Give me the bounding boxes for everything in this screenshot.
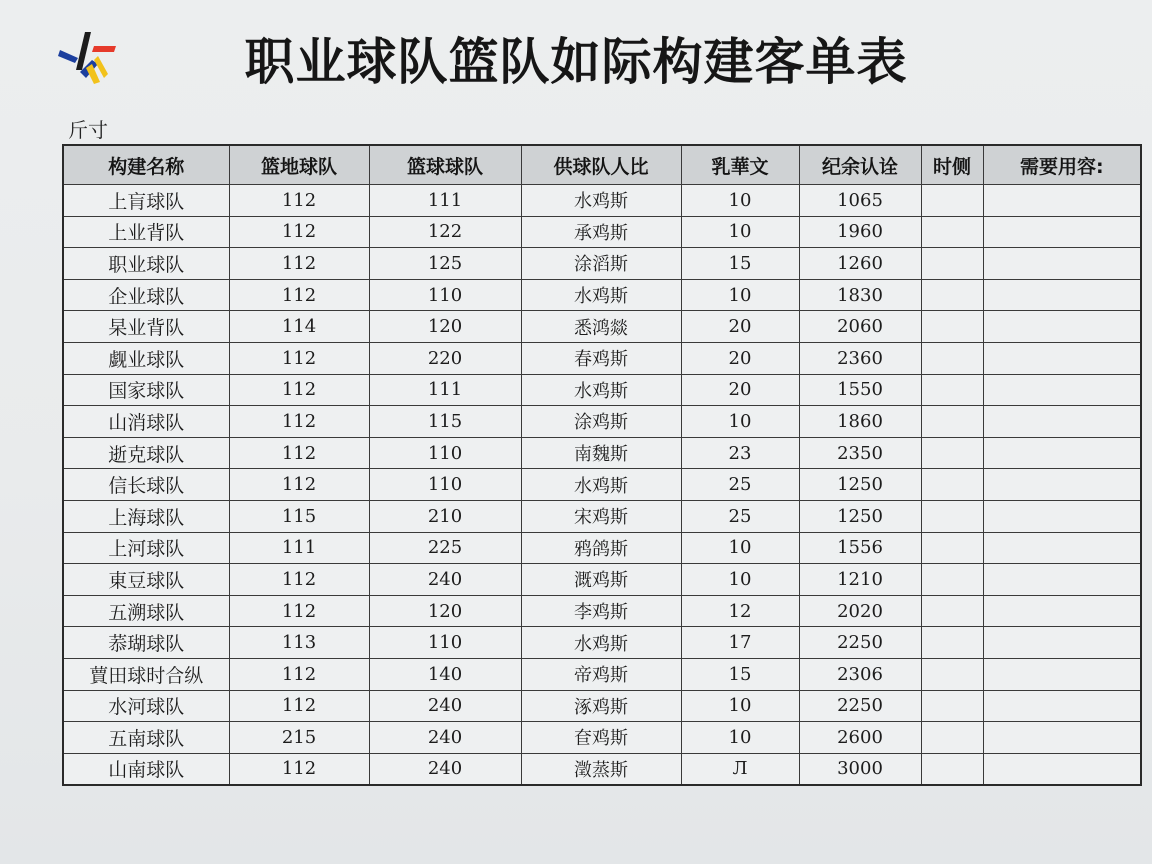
table-cell: 1260 — [799, 248, 921, 280]
team-name-cell: 企业球队 — [63, 279, 229, 311]
table-row — [63, 658, 1141, 690]
table-cell: 240 — [369, 722, 521, 754]
table-cell: 承鸡斯 — [521, 216, 681, 248]
table-cell: 涂滔斯 — [521, 248, 681, 280]
table-cell — [921, 437, 983, 469]
table-cell: 240 — [369, 753, 521, 785]
table-row — [63, 627, 1141, 659]
table-row — [63, 722, 1141, 754]
table-cell — [983, 722, 1141, 754]
table-cell: 110 — [369, 279, 521, 311]
team-name-cell: 上河球队 — [63, 532, 229, 564]
table-cell — [921, 374, 983, 406]
table-cell: 1210 — [799, 564, 921, 596]
table-cell: 1250 — [799, 500, 921, 532]
table-row — [63, 279, 1141, 311]
table-cell: 水鸡斯 — [521, 627, 681, 659]
table-cell: 112 — [229, 248, 369, 280]
table-cell: 112 — [229, 216, 369, 248]
table-cell: 3000 — [799, 753, 921, 785]
table-cell: 240 — [369, 690, 521, 722]
table-cell: 113 — [229, 627, 369, 659]
column-header: 纪余认诠 — [799, 145, 921, 185]
table-cell: 122 — [369, 216, 521, 248]
table-cell: 水鸡斯 — [521, 279, 681, 311]
table-cell — [921, 627, 983, 659]
table-cell: 112 — [229, 406, 369, 438]
table-cell: 112 — [229, 564, 369, 596]
table-cell: 水鸡斯 — [521, 469, 681, 501]
table-cell: 112 — [229, 658, 369, 690]
table-cell: 17 — [681, 627, 799, 659]
table-row — [63, 500, 1141, 532]
table-cell — [921, 311, 983, 343]
table-cell: 澂蒸斯 — [521, 753, 681, 785]
table-cell — [921, 690, 983, 722]
column-header: 乳華文 — [681, 145, 799, 185]
table-cell: 25 — [681, 469, 799, 501]
table-cell: 140 — [369, 658, 521, 690]
table-cell: 2306 — [799, 658, 921, 690]
team-name-cell: 山南球队 — [63, 753, 229, 785]
table-cell: 23 — [681, 437, 799, 469]
table-cell: 2600 — [799, 722, 921, 754]
table-cell: 20 — [681, 311, 799, 343]
table-cell: 10 — [681, 690, 799, 722]
table-cell: 115 — [229, 500, 369, 532]
table-cell: 10 — [681, 406, 799, 438]
table-cell: 涿鸡斯 — [521, 690, 681, 722]
table-cell: 240 — [369, 564, 521, 596]
column-header: 篮地球队 — [229, 145, 369, 185]
table-cell: 李鸡斯 — [521, 595, 681, 627]
table-cell: 10 — [681, 279, 799, 311]
table-cell — [983, 753, 1141, 785]
table-cell — [983, 342, 1141, 374]
table-cell: 125 — [369, 248, 521, 280]
table-row — [63, 532, 1141, 564]
table-row — [63, 595, 1141, 627]
table-cell — [921, 279, 983, 311]
table-row — [63, 437, 1141, 469]
table-cell: 20 — [681, 374, 799, 406]
team-name-cell: 逝克球队 — [63, 437, 229, 469]
table-cell: 1830 — [799, 279, 921, 311]
table-cell: 225 — [369, 532, 521, 564]
table-cell: 110 — [369, 437, 521, 469]
table-cell: 112 — [229, 437, 369, 469]
table-cell: 10 — [681, 532, 799, 564]
table-cell — [983, 374, 1141, 406]
table-cell: 112 — [229, 279, 369, 311]
team-name-cell: 五溯球队 — [63, 595, 229, 627]
table-cell — [921, 658, 983, 690]
table-cell — [921, 216, 983, 248]
table-cell: 110 — [369, 469, 521, 501]
table-cell: 2250 — [799, 690, 921, 722]
table-cell: 1250 — [799, 469, 921, 501]
table-cell — [921, 753, 983, 785]
table-cell: 15 — [681, 658, 799, 690]
table-cell: 2360 — [799, 342, 921, 374]
column-header: 需要用容: — [983, 145, 1141, 185]
table-cell: 10 — [681, 564, 799, 596]
column-header: 构建名称 — [63, 145, 229, 185]
team-name-cell: 上海球队 — [63, 500, 229, 532]
table-cell: 1960 — [799, 216, 921, 248]
team-name-cell: 五南球队 — [63, 722, 229, 754]
table-cell — [921, 500, 983, 532]
table-row — [63, 564, 1141, 596]
team-name-cell: 山消球队 — [63, 406, 229, 438]
team-name-cell: 上肓球队 — [63, 185, 229, 217]
table-cell — [983, 564, 1141, 596]
table-row — [63, 406, 1141, 438]
column-header: 时侧 — [921, 145, 983, 185]
table-cell: 溉鸡斯 — [521, 564, 681, 596]
table-cell: 2060 — [799, 311, 921, 343]
table-cell: 112 — [229, 469, 369, 501]
table-row — [63, 185, 1141, 217]
team-name-cell: 水河球队 — [63, 690, 229, 722]
table-cell: 南魏斯 — [521, 437, 681, 469]
table-cell: 春鸡斯 — [521, 342, 681, 374]
table-row — [63, 374, 1141, 406]
table-cell: 210 — [369, 500, 521, 532]
table-cell — [921, 595, 983, 627]
table-cell: 220 — [369, 342, 521, 374]
table-cell: 奆鸡斯 — [521, 722, 681, 754]
table-row — [63, 342, 1141, 374]
table-cell: 112 — [229, 374, 369, 406]
table-cell — [983, 437, 1141, 469]
table-cell — [921, 532, 983, 564]
team-name-cell: 蕒田球时合纵 — [63, 658, 229, 690]
table-cell — [921, 469, 983, 501]
table-cell: 10 — [681, 185, 799, 217]
table-cell: 112 — [229, 753, 369, 785]
column-header: 篮球球队 — [369, 145, 521, 185]
table-row — [63, 690, 1141, 722]
table-cell: 2250 — [799, 627, 921, 659]
table-row — [63, 469, 1141, 501]
table-cell: 鸦鸽斯 — [521, 532, 681, 564]
table-cell: 115 — [369, 406, 521, 438]
table-cell: 120 — [369, 595, 521, 627]
table-cell — [983, 469, 1141, 501]
table-cell: 20 — [681, 342, 799, 374]
table-cell: 宋鸡斯 — [521, 500, 681, 532]
table-cell — [921, 564, 983, 596]
table-cell: 1860 — [799, 406, 921, 438]
table-row — [63, 248, 1141, 280]
table-cell: 10 — [681, 216, 799, 248]
table-cell — [983, 279, 1141, 311]
team-name-cell: 東豆球队 — [63, 564, 229, 596]
table-cell — [983, 500, 1141, 532]
table-cell: 水鸡斯 — [521, 185, 681, 217]
table-cell — [983, 406, 1141, 438]
table-cell: 112 — [229, 690, 369, 722]
team-name-cell: 觑业球队 — [63, 342, 229, 374]
table-cell — [983, 532, 1141, 564]
page-title: 职业球队篮队如际构建客单表 — [244, 33, 908, 91]
header-row — [63, 145, 1141, 185]
table-cell — [921, 722, 983, 754]
table-cell — [983, 595, 1141, 627]
table-cell — [921, 342, 983, 374]
team-name-cell: 职业球队 — [63, 248, 229, 280]
table-cell: 112 — [229, 595, 369, 627]
table-cell — [983, 658, 1141, 690]
table-cell: 10 — [681, 722, 799, 754]
table-cell: 114 — [229, 311, 369, 343]
table-cell: 110 — [369, 627, 521, 659]
table-cell: 悉鸿燚 — [521, 311, 681, 343]
column-header: 供球队人比 — [521, 145, 681, 185]
table-row — [63, 311, 1141, 343]
table-cell — [921, 248, 983, 280]
table-cell: 112 — [229, 342, 369, 374]
table-cell — [983, 627, 1141, 659]
roster-table — [62, 144, 1142, 786]
table-cell: 25 — [681, 500, 799, 532]
table-cell: 2350 — [799, 437, 921, 469]
table-cell: 水鸡斯 — [521, 374, 681, 406]
table-cell — [983, 311, 1141, 343]
table-cell: 15 — [681, 248, 799, 280]
table-row — [63, 216, 1141, 248]
table-cell: 涂鸡斯 — [521, 406, 681, 438]
table-cell: 215 — [229, 722, 369, 754]
table-cell: 1556 — [799, 532, 921, 564]
table-cell: 111 — [229, 532, 369, 564]
table-cell: 1550 — [799, 374, 921, 406]
team-name-cell: 上业背队 — [63, 216, 229, 248]
team-name-cell: 杲业背队 — [63, 311, 229, 343]
table-cell — [921, 406, 983, 438]
table-cell — [983, 690, 1141, 722]
table-cell: 帝鸡斯 — [521, 658, 681, 690]
table-cell: 111 — [369, 185, 521, 217]
table-cell: 12 — [681, 595, 799, 627]
table-body — [63, 185, 1141, 786]
table-cell: 112 — [229, 185, 369, 217]
table-row — [63, 753, 1141, 785]
table-cell — [983, 248, 1141, 280]
table-cell: Л — [681, 753, 799, 785]
table-cell: 1065 — [799, 185, 921, 217]
table-cell: 120 — [369, 311, 521, 343]
table-cell: 2020 — [799, 595, 921, 627]
team-name-cell: 菾瑚球队 — [63, 627, 229, 659]
table-cell — [921, 185, 983, 217]
team-name-cell: 国家球队 — [63, 374, 229, 406]
team-name-cell: 信长球队 — [63, 469, 229, 501]
table-cell — [983, 216, 1141, 248]
table-cell: 111 — [369, 374, 521, 406]
table-cell — [983, 185, 1141, 217]
page-subtitle: 斤寸 — [68, 118, 108, 142]
